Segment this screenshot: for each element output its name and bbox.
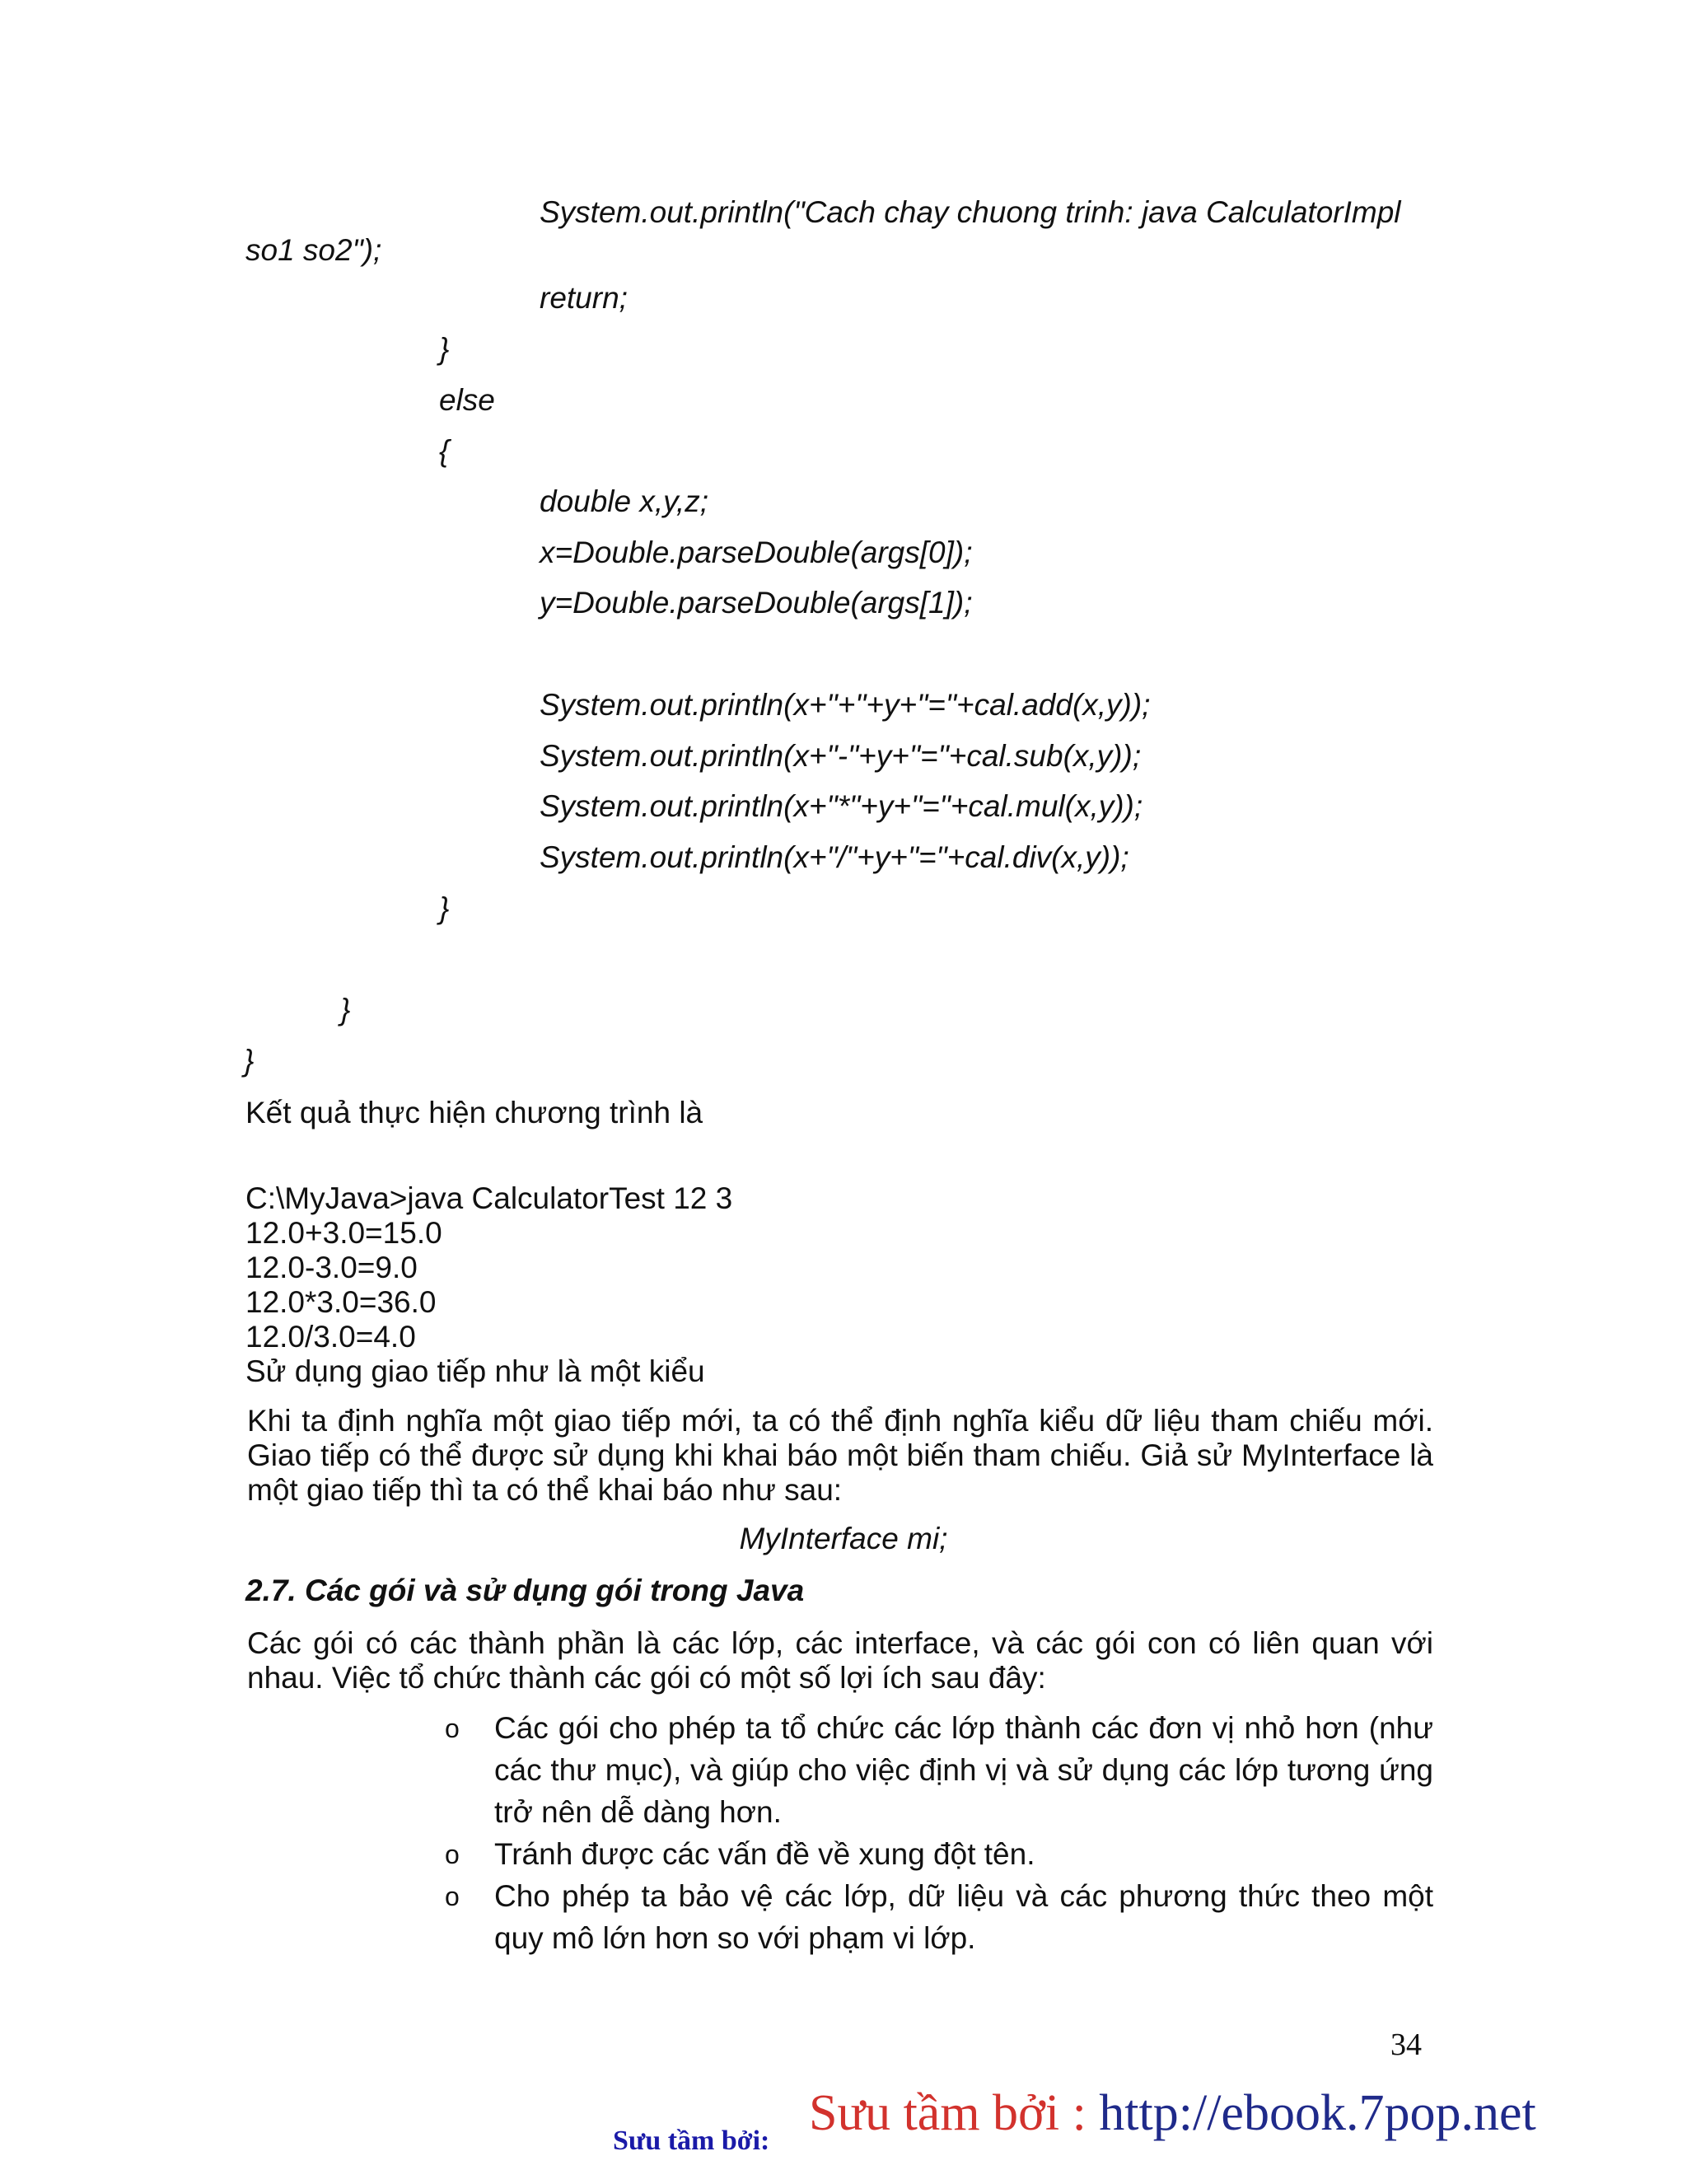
- code-line: }: [340, 993, 351, 1027]
- code-line: double x,y,z;: [540, 484, 708, 518]
- output-line: 12.0/3.0=4.0: [245, 1320, 416, 1354]
- code-line: }: [244, 1044, 255, 1078]
- list-item: Cho phép ta bảo vệ các lớp, dữ liệu và các phương thức theo một quy mô lớn hơn so với phạm vi lớp.: [494, 1879, 1433, 1955]
- watermark: [809, 2084, 1536, 2143]
- code-line: System.out.println(x+"-"+y+"="+cal.sub(x,y));: [540, 739, 1142, 773]
- output-line: C:\MyJava>java CalculatorTest 12 3: [245, 1181, 733, 1215]
- result-intro: Kết quả thực hiện chương trình là: [245, 1096, 703, 1129]
- code-line: {: [439, 434, 450, 468]
- code-line: x=Double.parseDouble(args[0]);: [540, 535, 973, 569]
- output-line: 12.0*3.0=36.0: [245, 1285, 437, 1319]
- bullet-icon: o: [445, 1714, 460, 1743]
- code-line: y=Double.parseDouble(args[1]);: [540, 586, 973, 620]
- bullet-icon: o: [445, 1882, 460, 1911]
- code-line: System.out.println(x+"+"+y+"="+cal.add(x,y));: [540, 688, 1151, 722]
- section-heading: 2.7. Các gói và sử dụng gói trong Java: [245, 1574, 805, 1607]
- page-number: 34: [1390, 2027, 1422, 2062]
- code-line: so1 so2");: [245, 233, 382, 267]
- code-line: }: [439, 891, 450, 925]
- bullet-icon: o: [445, 1840, 460, 1869]
- watermark-label: Sưu tầm bởi :: [809, 2085, 1100, 2141]
- paragraph: Khi ta định nghĩa một giao tiếp mới, ta có thể định nghĩa kiểu dữ liệu tham chiếu mới. Giao tiếp có thể được sử dụng khi khai báo một biến tham chiếu. Giả sử MyInterface là một giao tiếp thì ta có thể khai báo như sau:: [247, 1404, 1433, 1507]
- code-line: return;: [540, 281, 628, 315]
- code-line: System.out.println(x+"/"+y+"="+cal.div(x,y));: [540, 840, 1129, 874]
- code-line: }: [439, 332, 450, 366]
- output-line: 12.0+3.0=15.0: [245, 1216, 442, 1250]
- code-line: System.out.println(x+"*"+y+"="+cal.mul(x,y));: [540, 789, 1143, 823]
- paragraph: Các gói có các thành phần là các lớp, các interface, và các gói con có liên quan với nhau. Việc tổ chức thành các gói có một số lợi ích sau đây:: [247, 1626, 1433, 1695]
- subsection-label: Sử dụng giao tiếp như là một kiểu: [245, 1354, 705, 1388]
- list-item: Tránh được các vấn đề về xung đột tên.: [494, 1837, 1035, 1871]
- code-line: else: [439, 383, 495, 417]
- code-line: System.out.println("Cach chay chuong trinh: java CalculatorImpl: [540, 195, 1401, 229]
- output-line: 12.0-3.0=9.0: [245, 1251, 418, 1284]
- list-item: Các gói cho phép ta tổ chức các lớp thành các đơn vị nhỏ hơn (như các thư mục), và giúp cho việc định vị và sử dụng các lớp tương ứng trở nên dễ dàng hơn.: [494, 1711, 1433, 1829]
- watermark-url[interactable]: http://ebook.7pop.net: [1099, 2085, 1536, 2141]
- code-declaration: MyInterface mi;: [739, 1522, 948, 1555]
- credit-label: Sưu tầm bởi:: [613, 2126, 770, 2156]
